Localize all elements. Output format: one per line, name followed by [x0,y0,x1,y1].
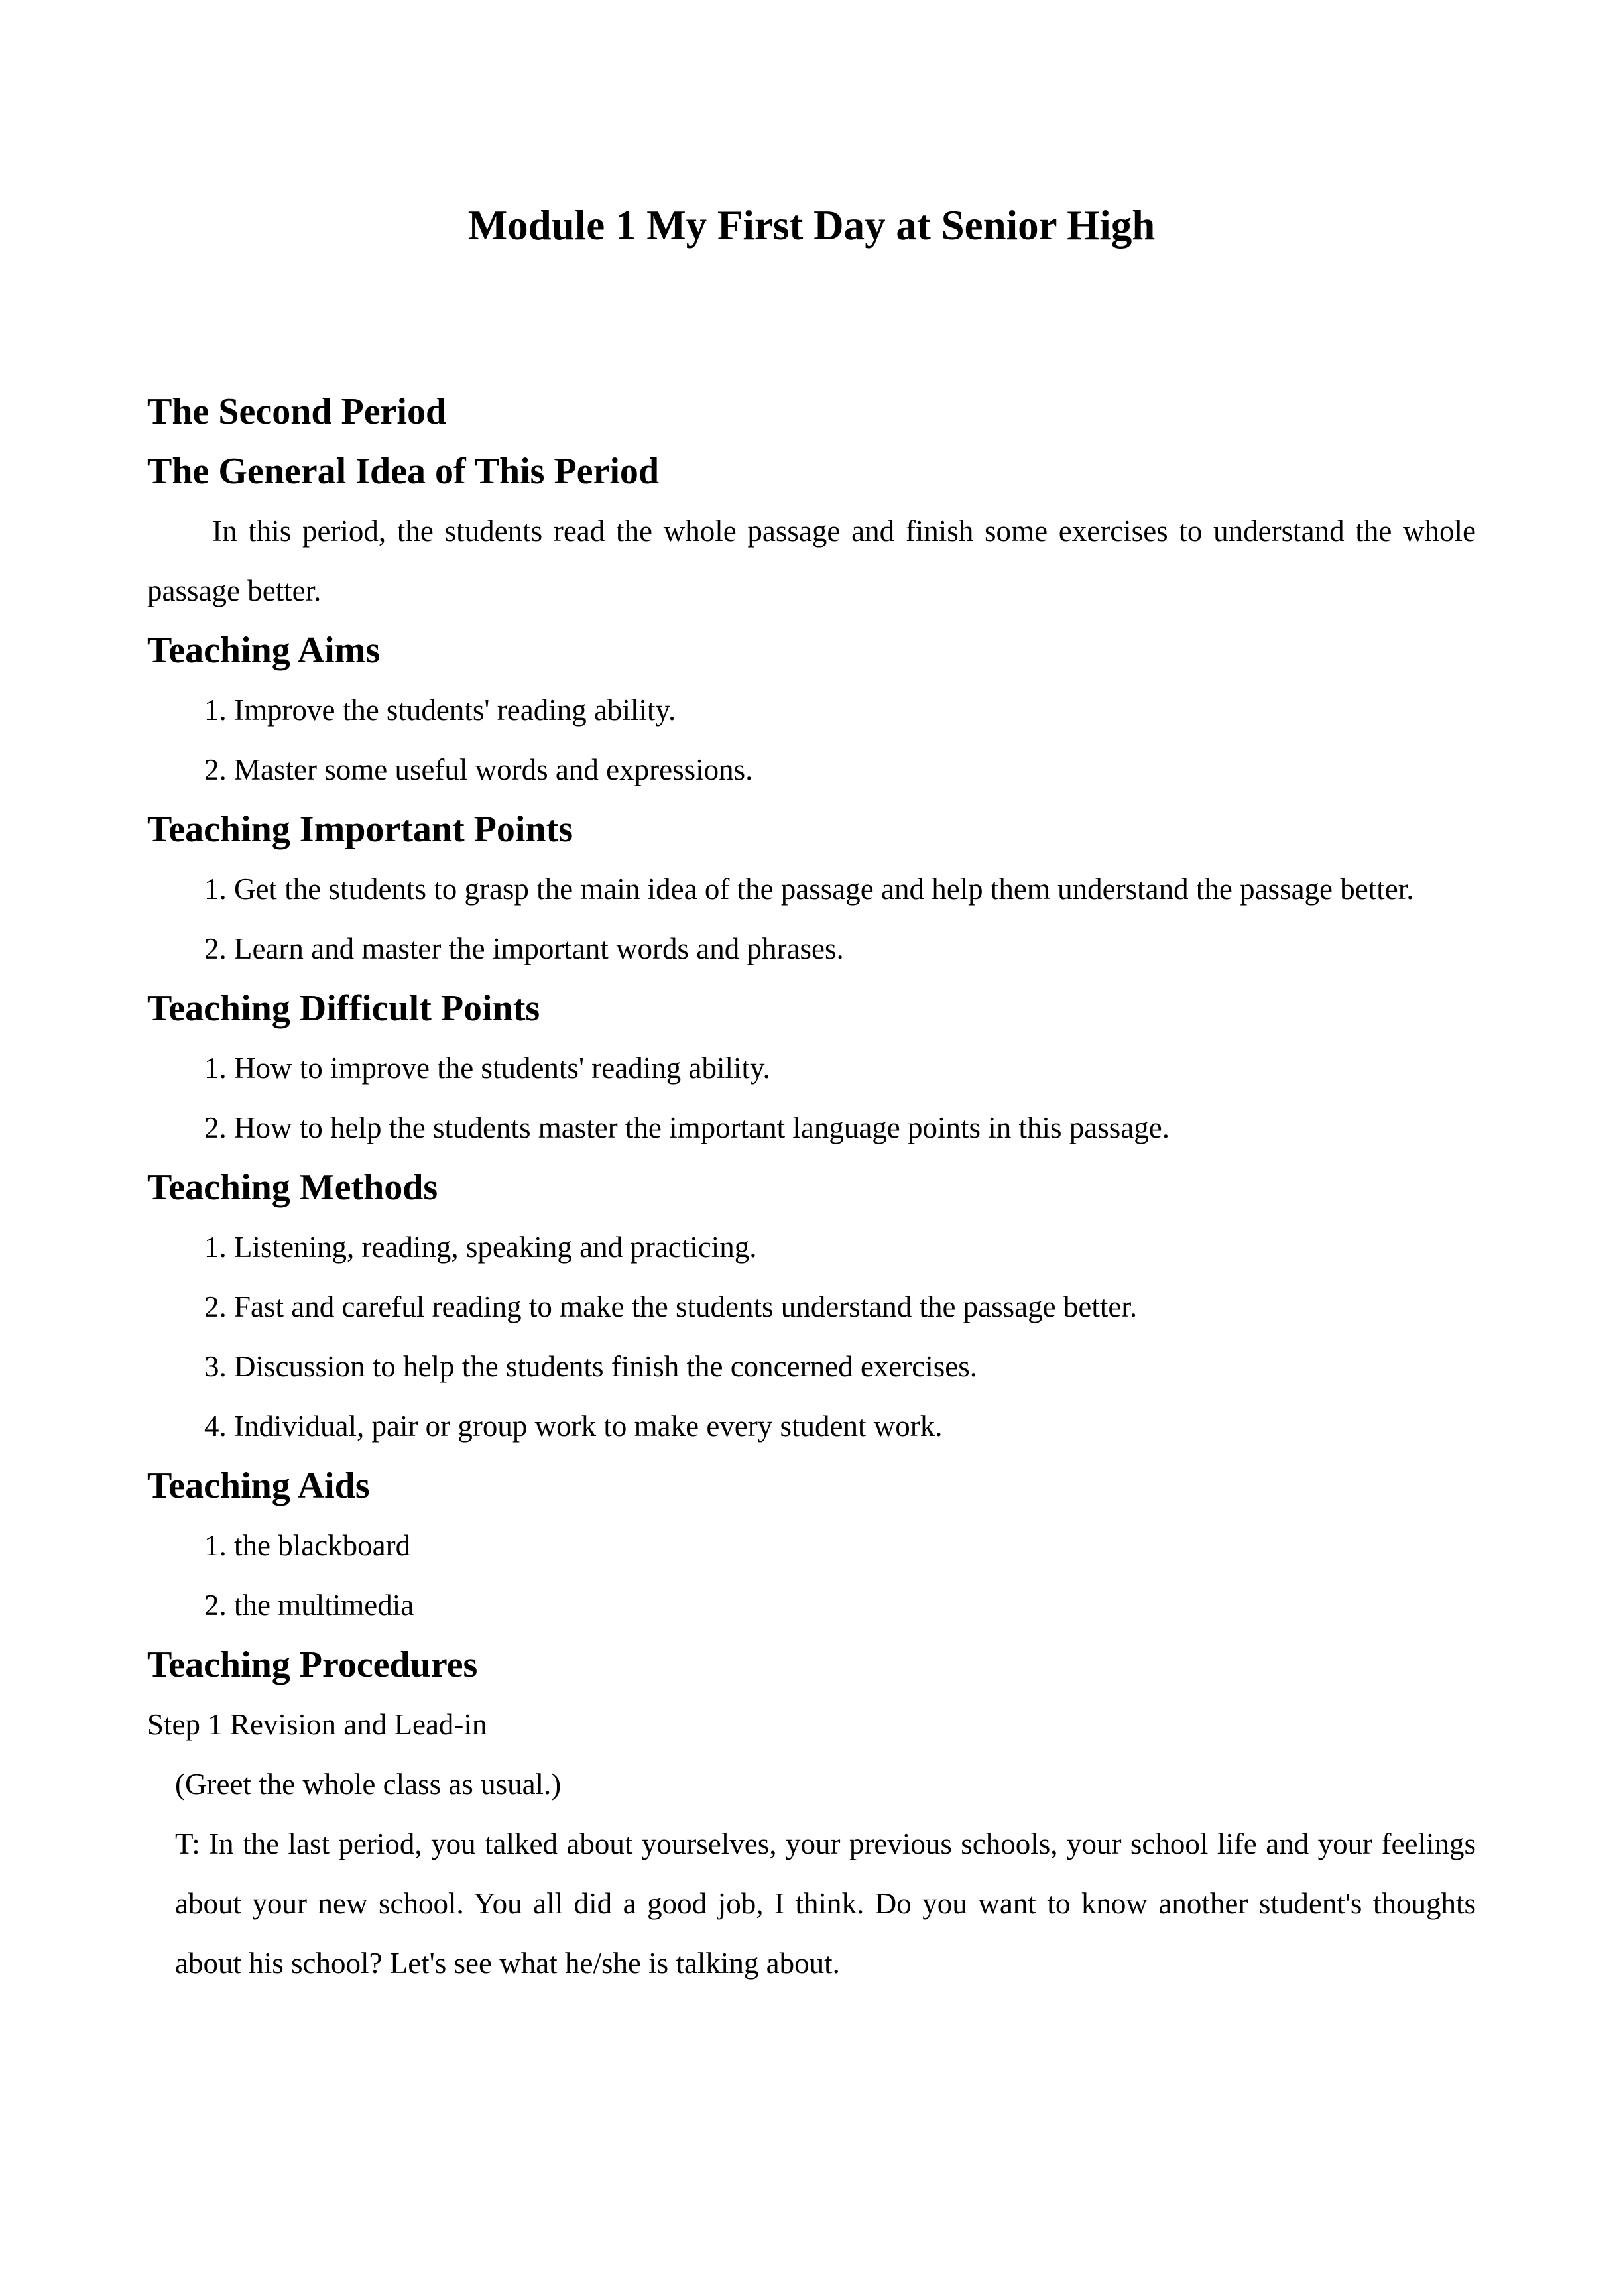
period-heading: The Second Period [147,391,447,432]
document-body [147,382,1476,1993]
teaching-aids-list [147,1516,1476,1635]
difficult-points-heading: Teaching Difficult Points [147,988,540,1029]
list-item: 1. Listening, reading, speaking and practicing. [204,1231,757,1264]
teaching-methods-list [147,1217,1476,1456]
list-item: 2. the multimedia [204,1589,414,1622]
list-item: 1. the blackboard [204,1529,411,1562]
step-1-teacher-text: T: In the last period, you talked about yourselves, your previous schools, your school life and your feelings about your new school. You all did a good job, I think. Do you want to know another student's thoughts about his school? Let's see what he/she is talking about. [175,1827,1476,1980]
general-idea-heading: The General Idea of This Period [147,451,660,492]
important-points-list [147,859,1476,979]
teaching-procedures-heading: Teaching Procedures [147,1644,478,1685]
list-item: 3. Discussion to help the students finish the concerned exercises. [204,1350,977,1383]
list-item: 2. Master some useful words and expressions. [204,753,753,786]
list-item: 2. Fast and careful reading to make the students understand the passage better. [204,1290,1138,1323]
list-item: 1. Get the students to grasp the main idea of the passage and help them understand the passage better. [204,873,1414,906]
important-points-heading: Teaching Important Points [147,809,573,850]
difficult-points-list [147,1038,1476,1158]
step-1-label: Step 1 Revision and Lead-in [147,1708,487,1741]
document-title: Module 1 My First Day at Senior High [467,202,1156,249]
list-item: 1. Improve the students' reading ability. [204,694,676,727]
list-item: 4. Individual, pair or group work to make every student work. [204,1410,943,1443]
list-item: 1. How to improve the students' reading ability. [204,1052,770,1085]
step-1-note: (Greet the whole class as usual.) [175,1768,562,1801]
teaching-aims-list [147,680,1476,800]
teaching-aids-heading: Teaching Aids [147,1465,370,1506]
list-item: 2. Learn and master the important words and phrases. [204,932,844,965]
teaching-methods-heading: Teaching Methods [147,1167,438,1208]
list-item: 2. How to help the students master the important language points in this passage. [204,1111,1170,1144]
step-1-body [147,1754,1476,1993]
teaching-aims-heading: Teaching Aims [147,630,381,671]
general-idea-text: In this period, the students read the whole passage and finish some exercises to understand the whole passage better. [147,514,1476,607]
